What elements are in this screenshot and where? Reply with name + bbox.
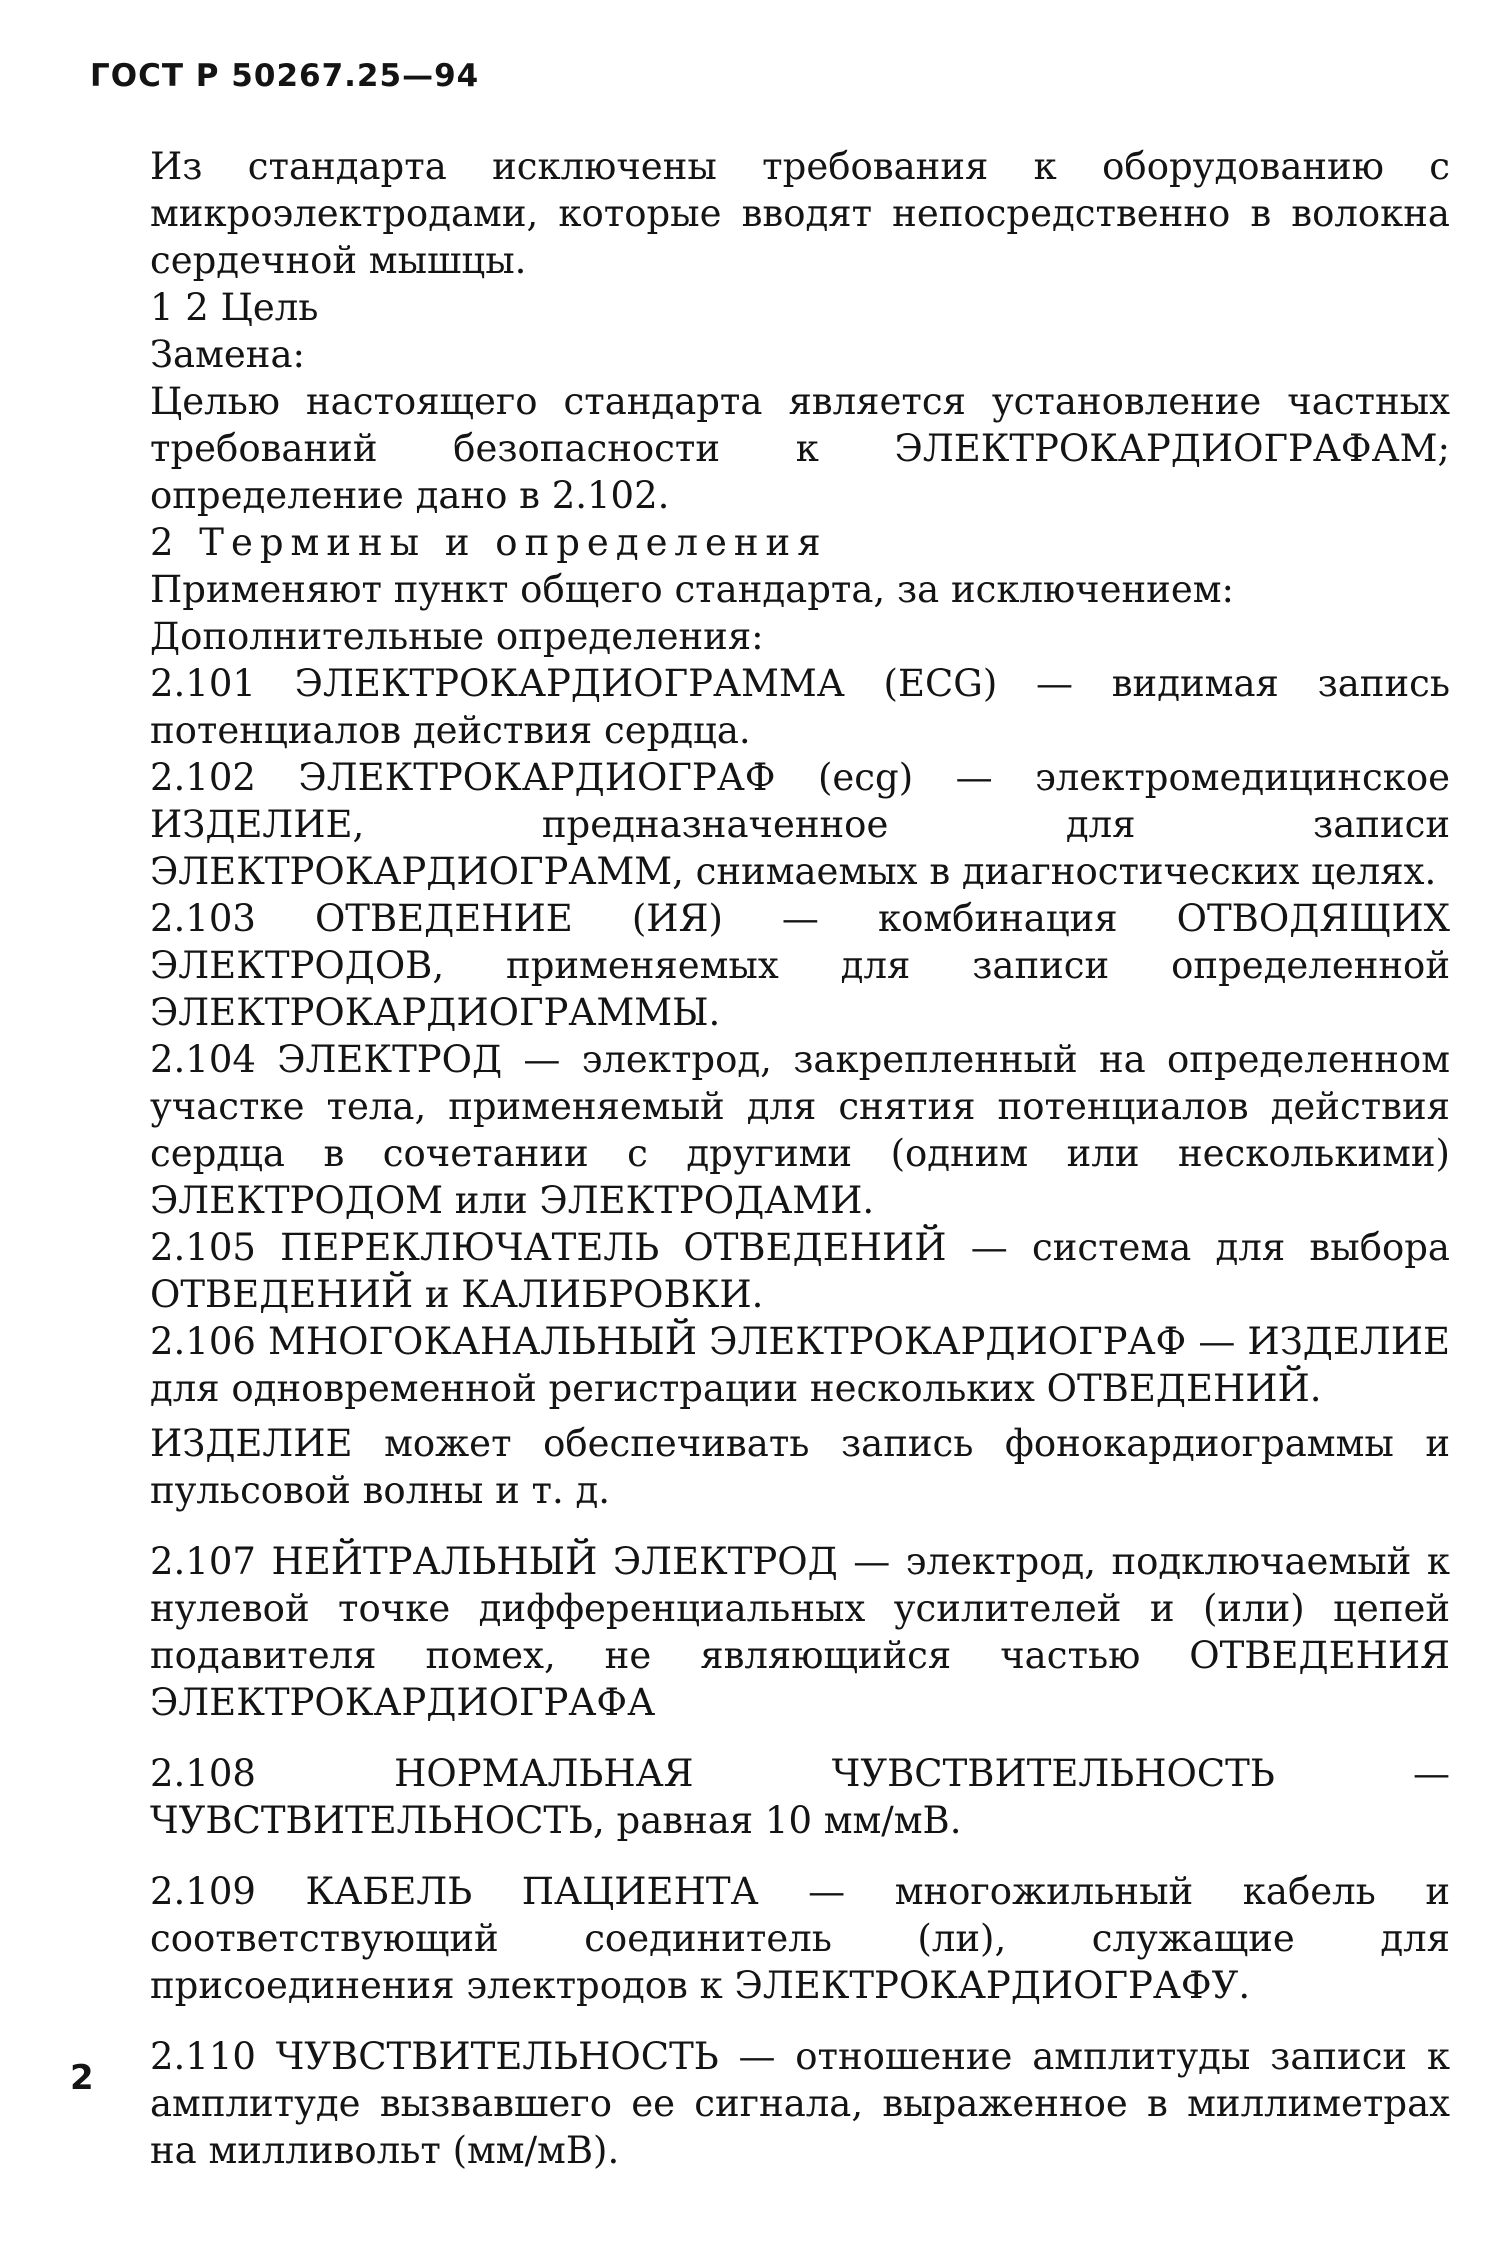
- section-1-2-title: 1 2 Цель: [150, 286, 319, 329]
- definition-2-102: 2.102 ЭЛЕКТРОКАРДИОГРАФ (ecg) — электромедицинское ИЗДЕЛИЕ, предназначенное для записи ЭЛЕКТРОКАРДИОГРАММ, снимаемых в диагностических целях.: [150, 756, 1450, 893]
- definition-2-104: 2.104 ЭЛЕКТРОД — электрод, закрепленный на определенном участке тела, применяемый для снятия потенциалов действия сердца в сочетании с другими (одним или несколькими) ЭЛЕКТРОДОМ или ЭЛЕКТРОДАМИ.: [150, 1038, 1450, 1222]
- page-header: ГОСТ Р 50267.25—94: [90, 58, 480, 94]
- definition-2-110: 2.110 ЧУВСТВИТЕЛЬНОСТЬ — отношение амплитуды записи к амплитуде вызвавшего ее сигнала, выраженное в миллиметрах на милливольт (мм/мВ).: [150, 2035, 1450, 2172]
- intro-paragraph: Из стандарта исключены требования к оборудованию с микроэлектродами, которые вводят непосредственно в волокна сердечной мышцы.: [150, 145, 1450, 282]
- definition-2-106-note: ИЗДЕЛИЕ может обеспечивать запись фонокардиограммы и пульсовой волны и т. д.: [150, 1422, 1450, 1512]
- document-body: [150, 143, 1450, 2174]
- section-2-apply: Применяют пункт общего стандарта, за исключением:: [150, 568, 1234, 611]
- page-number: 2: [70, 2058, 94, 2098]
- definition-2-105: 2.105 ПЕРЕКЛЮЧАТЕЛЬ ОТВЕДЕНИЙ — система для выбора ОТВЕДЕНИЙ и КАЛИБРОВКИ.: [150, 1226, 1450, 1316]
- section-2-title: 2 Термины и определения: [150, 521, 828, 564]
- definition-2-103: 2.103 ОТВЕДЕНИЕ (ИЯ) — комбинация ОТВОДЯЩИХ ЭЛЕКТРОДОВ, применяемых для записи определенной ЭЛЕКТРОКАРДИОГРАММЫ.: [150, 897, 1450, 1034]
- section-1-2-text: Целью настоящего стандарта является установление частных требований безопасности к ЭЛЕКТРОКАРДИОГРАФАМ; определение дано в 2.102.: [150, 380, 1450, 517]
- definition-2-108: 2.108 НОРМАЛЬНАЯ ЧУВСТВИТЕЛЬНОСТЬ — ЧУВСТВИТЕЛЬНОСТЬ, равная 10 мм/мВ.: [150, 1752, 1450, 1842]
- definition-2-109: 2.109 КАБЕЛЬ ПАЦИЕНТА — многожильный кабель и соответствующий соединитель (ли), служащие для присоединения электродов к ЭЛЕКТРОКАРДИОГРАФУ.: [150, 1870, 1450, 2007]
- definition-2-107: 2.107 НЕЙТРАЛЬНЫЙ ЭЛЕКТРОД — электрод, подключаемый к нулевой точке дифференциальных усилителей и (или) цепей подавителя помех, не являющийся частью ОТВЕДЕНИЯ ЭЛЕКТРОКАРДИОГРАФА: [150, 1540, 1450, 1724]
- definition-2-101: 2.101 ЭЛЕКТРОКАРДИОГРАММА (ECG) — видимая запись потенциалов действия сердца.: [150, 662, 1450, 752]
- section-2-extra: Дополнительные определения:: [150, 615, 764, 658]
- definition-2-106: 2.106 МНОГОКАНАЛЬНЫЙ ЭЛЕКТРОКАРДИОГРАФ — ИЗДЕЛИЕ для одновременной регистрации нескольких ОТВЕДЕНИЙ.: [150, 1320, 1450, 1410]
- section-1-2-replace: Замена:: [150, 333, 305, 376]
